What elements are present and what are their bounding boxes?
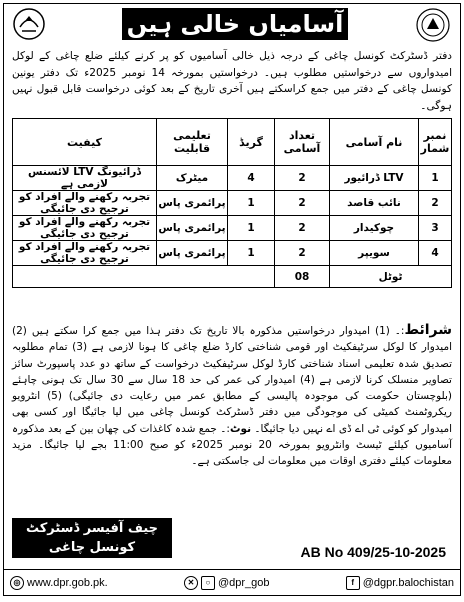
district-seal-logo — [414, 7, 452, 43]
cell-grade: 4 — [228, 166, 275, 191]
advertisement-page — [3, 3, 461, 596]
cell-grade: 1 — [228, 241, 275, 266]
footer-social-2[interactable] — [346, 576, 454, 590]
cell-education: پرائمری پاس — [157, 191, 228, 216]
footer-social-1[interactable] — [184, 576, 270, 590]
header — [4, 4, 460, 44]
cell-post: LTV ڈرائیور — [330, 166, 419, 191]
footer-website[interactable] — [10, 576, 108, 590]
cell-count: 2 — [275, 191, 330, 216]
table-row — [13, 241, 452, 266]
cell-remarks: ڈرائیونگ LTV لائسنس لازمی ہے — [13, 166, 157, 191]
cell-grade: 1 — [228, 191, 275, 216]
social2-text: @dgpr.balochistan — [362, 576, 454, 589]
instagram-icon: ○ — [201, 576, 215, 590]
cell-remarks: تجربہ رکھنے والے افراد کو ترجیح دی جائیگی — [13, 216, 157, 241]
cell-education: میٹرک — [157, 166, 228, 191]
cell-education: پرائمری پاس — [157, 216, 228, 241]
signature-line-1: چیف آفیسر ڈسٹرکٹ — [25, 521, 159, 536]
note-text: :۔ جمع شدہ کاغذات کی چھان بین کے بعد مذکورہ آسامیوں کیلئے ٹیسٹ وانٹرویو بمورخہ 20 نومبر 2025ء کو صبح 11:00 بجے لیا جائیگا۔ مزید معلومات کیلئے دفتری اوقات میں معلومات لی جاسکتی ہے۔ — [12, 422, 452, 468]
social1-text: @dpr_gob — [217, 576, 270, 589]
total-empty — [13, 266, 275, 288]
table-row — [13, 216, 452, 241]
cell-serial: 3 — [419, 216, 452, 241]
header-grade: گریڈ — [228, 119, 275, 166]
twitter-icon: ✕ — [184, 576, 198, 590]
cell-remarks: تجربہ رکھنے والے افراد کو ترجیح دی جائیگی — [13, 191, 157, 216]
header-remarks: کیفیت — [13, 119, 157, 166]
cell-serial: 1 — [419, 166, 452, 191]
signature-block — [12, 518, 172, 558]
cell-education: پرائمری پاس — [157, 241, 228, 266]
signature-line-2: کونسل چاغی — [48, 540, 136, 555]
vacancies-table — [12, 118, 452, 288]
cell-serial: 2 — [419, 191, 452, 216]
cell-grade: 1 — [228, 216, 275, 241]
cell-remarks: تجربہ رکھنے والے افراد کو ترجیح دی جائیگی — [13, 241, 157, 266]
facebook-icon: f — [346, 576, 360, 590]
header-education: تعلیمی قابلیت — [157, 119, 228, 166]
terms-text: :۔ (1) امیدوار درخواستیں مذکورہ بالا تاریخ تک دفتر ہذا میں جمع کرا سکتے ہیں (2) امیدوار کا لوکل سرٹیفکیٹ اور قومی شناختی کارڈ ضلع چاغی کا ہونا لازمی ہے (3) تمام مطلوبہ تصدیق شدہ تعلیمی اسناد شناختی کارڈ لوکل سرٹیفکیٹ درخواست کے ساتھ دو عدد پاسپورٹ سائز تصاویر منسلک کرنا لازمی ہے (4) امیدوار کی عمر کی حد 18 سال سے 30 سال تک ہونی چاہئے (بلوچستان حکومت کی موجودہ پالیسی کے مطابق عمر میں رعایت دی جائیگی) (5) انٹرویو ریکروٹمنٹ کمیٹی کی موجودگی میں دفتر ڈسٹرکٹ کونسل چاغی میں لیا جائیگا اور کسی بھی امیدوار کو کوئی ٹی اے ڈی اے نہیں دیا جائیگا۔ — [12, 325, 453, 435]
cell-post: چوکیدار — [330, 216, 419, 241]
terms-label: شرائط — [404, 322, 453, 338]
table-row — [13, 166, 452, 191]
website-text: www.dpr.gob.pk. — [27, 576, 108, 589]
table-row — [13, 191, 452, 216]
footer — [4, 569, 460, 595]
cell-post: نائب قاصد — [330, 191, 419, 216]
table-header-row — [13, 119, 452, 166]
page-title: آسامیاں خالی ہیں — [122, 8, 348, 40]
intro-text: دفتر ڈسٹرکٹ کونسل چاغی کے درجہ ذیل خالی آسامیوں کو پر کرنے کیلئے ضلع چاغی کے لوکل امیدواروں سے درخواستیں مطلوب ہیں۔ درخواستیں بمورخہ 14 نومبر 2025ء تک دفتر یونین کونسل چاغی کے دفتر میں جمع کراسکتے ہیں آخری تاریخ کے بعد کوئی درخواست قابل قبول نہیں ہوگی۔ — [12, 50, 453, 112]
table-total-row — [13, 266, 452, 288]
total-value: 08 — [275, 266, 330, 288]
cell-post: سویپر — [330, 241, 419, 266]
header-serial: نمبر شمار — [419, 119, 452, 166]
cell-count: 2 — [275, 166, 330, 191]
cell-count: 2 — [275, 241, 330, 266]
header-post: نام آسامی — [330, 119, 419, 166]
terms-section — [12, 322, 452, 470]
cell-count: 2 — [275, 216, 330, 241]
globe-icon: ◎ — [10, 576, 24, 590]
emblem-logo — [10, 7, 48, 43]
cell-serial: 4 — [419, 241, 452, 266]
header-count: تعداد آسامی — [275, 119, 330, 166]
total-label: ٹوٹل — [330, 266, 452, 288]
note-label: نوٹ — [229, 422, 252, 435]
ab-number: AB No 409/25-10-2025 — [300, 544, 446, 560]
